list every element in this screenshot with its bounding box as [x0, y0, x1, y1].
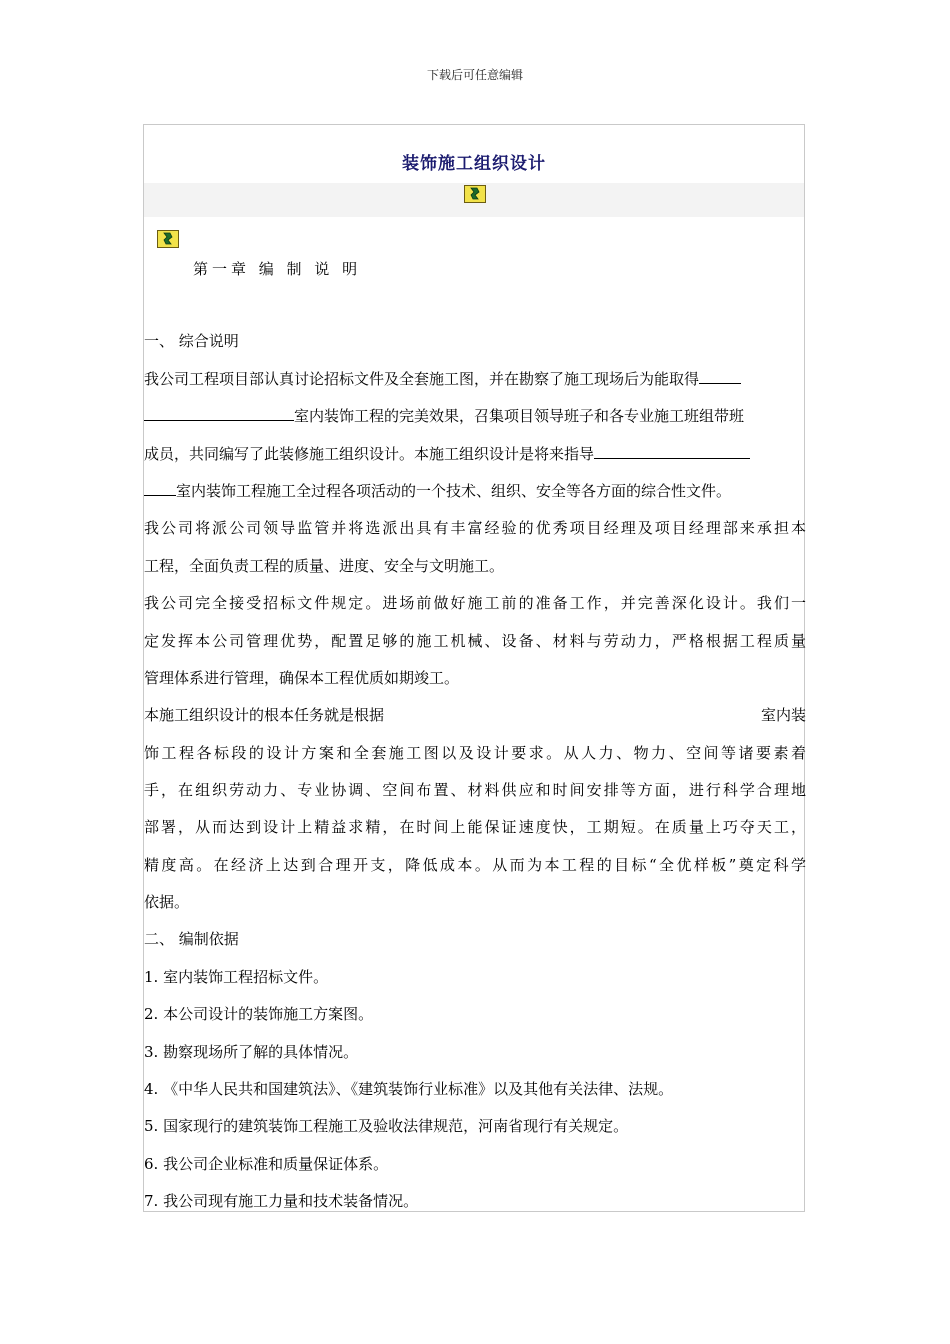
paragraph-line: 精度高。在经济上达到合理开支，降低成本。从而为本工程的目标“全优样板”奠定科学 [144, 856, 806, 874]
paragraph-line: 室内装饰工程的完美效果，召集项目领导班子和各专业施工班组带班 [144, 406, 806, 426]
list-item: 5. 国家现行的建筑装饰工程施工及验收法律规范，河南省现行有关规定。 [144, 1117, 629, 1135]
document-frame [143, 124, 805, 1212]
paragraph-line: 饰工程各标段的设计方案和全套施工图以及设计要求。从人力、物力、空间等诸要素着 [144, 744, 806, 762]
paragraph-line: 室内装饰工程施工全过程各项活动的一个技术、组织、安全等各方面的综合性文件。 [144, 481, 806, 501]
document-title: 装饰施工组织设计 [402, 154, 546, 174]
chapter-heading: 第一章 编 制 说 明 [193, 260, 362, 278]
paragraph-line: 本施工组织设计的根本任务就是根据 室内装 [144, 706, 806, 724]
blank-underline [144, 481, 176, 496]
paragraph-line: 成员，共同编写了此装修施工组织设计。本施工组织设计是将来指导 [144, 444, 806, 464]
list-item: 1. 室内装饰工程招标文件。 [144, 968, 329, 986]
list-item: 3. 勘察现场所了解的具体情况。 [144, 1043, 359, 1061]
document-icon[interactable] [464, 185, 486, 203]
paragraph-line: 管理体系进行管理，确保本工程优质如期竣工。 [144, 669, 460, 687]
list-item: 6. 我公司企业标准和质量保证体系。 [144, 1155, 389, 1173]
paragraph-line: 部署，从而达到设计上精益求精，在时间上能保证速度快，工期短。在质量上巧夺天工， [144, 818, 806, 836]
paragraph-line: 定发挥本公司管理优势，配置足够的施工机械、设备、材料与劳动力，严格根据工程质量 [144, 632, 806, 650]
blank-underline [594, 444, 750, 459]
paragraph-line: 我公司完全接受招标文件规定。进场前做好施工前的准备工作，并完善深化设计。我们一 [144, 594, 806, 612]
blank-underline [144, 406, 294, 421]
list-item: 4. 《中华人民共和国建筑法》、《建筑装饰行业标准》以及其他有关法律、法规。 [144, 1080, 674, 1098]
paragraph-line: 依据。 [144, 893, 190, 911]
document-icon[interactable] [157, 230, 179, 248]
paragraph-line: 工程，全面负责工程的质量、进度、安全与文明施工。 [144, 557, 505, 575]
list-item: 2. 本公司设计的装饰施工方案图。 [144, 1005, 374, 1023]
paragraph-line: 我公司工程项目部认真讨论招标文件及全套施工图，并在勘察了施工现场后为能取得 [144, 369, 806, 389]
paragraph-line: 手，在组织劳动力、专业协调、空间布置、材料供应和时间安排等方面，进行科学合理地 [144, 781, 806, 799]
blank-underline [699, 369, 741, 384]
paragraph-line: 我公司将派公司领导监管并将选派出具有丰富经验的优秀项目经理及项目经理部来承担本 [144, 519, 806, 537]
section-heading: 一、 综合说明 [144, 332, 239, 350]
list-item: 7. 我公司现有施工力量和技术装备情况。 [144, 1192, 419, 1210]
header-note: 下载后可任意编辑 [426, 68, 523, 82]
section-heading: 二、 编制依据 [144, 930, 239, 948]
